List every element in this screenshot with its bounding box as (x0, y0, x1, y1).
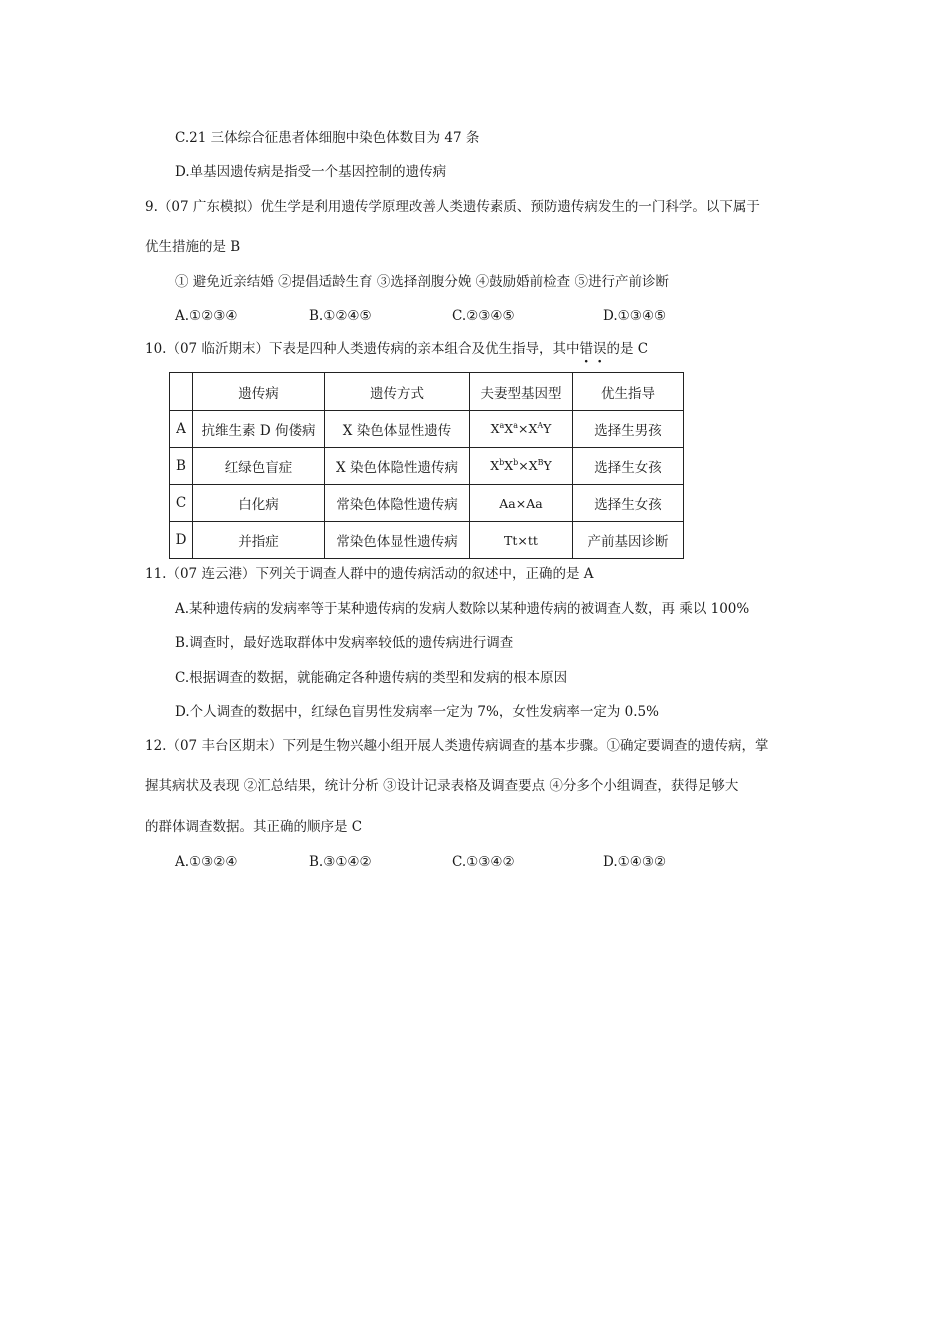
q12-stem-line3: 的群体调查数据。其正确的顺序是 C (145, 819, 363, 835)
q10-stem-before: 10.（07 临沂期末）下表是四种人类遗传病的亲本组合及优生指导，其中 (145, 341, 580, 357)
row-label: D (170, 522, 193, 559)
q12-option-b: B.③①④② (309, 854, 372, 870)
row-disease: 红绿色盲症 (193, 448, 325, 485)
table-row (170, 522, 684, 559)
q9-items: ① 避免近亲结婚 ②提倡适龄生育 ③选择剖腹分娩 ④鼓励婚前检查 ⑤进行产前诊断 (175, 274, 669, 290)
row-genotype: Tt×tt (470, 522, 573, 559)
q12-options (0, 853, 950, 871)
q11-stem: 11.（07 连云港）下列关于调查人群中的遗传病活动的叙述中，正确的是 A (145, 566, 594, 582)
q12-option-a: A.①③②④ (175, 854, 238, 870)
q10-stem (145, 340, 648, 358)
header-guide: 优生指导 (573, 373, 684, 411)
row-disease: 抗维生素 D 佝偻病 (193, 411, 325, 448)
row-genotype: Aa×Aa (470, 485, 573, 522)
q12-option-d: D.①④③② (603, 854, 667, 870)
q9-option-a: A.①②③④ (175, 308, 238, 324)
q11-option-b: B.调查时，最好选取群体中发病率较低的遗传病进行调查 (175, 635, 514, 651)
row-guide: 选择生女孩 (573, 485, 684, 522)
q11-option-a: A.某种遗传病的发病率等于某种遗传病的发病人数除以某种遗传病的被调查人数，再 乘以 100% (175, 601, 750, 617)
q8-option-d: D.单基因遗传病是指受一个基因控制的遗传病 (175, 164, 447, 180)
q9-option-b: B.①②④⑤ (309, 308, 372, 324)
q12-option-c: C.①③④② (452, 854, 515, 870)
q10-stem-emphasis-1: 错 (579, 341, 593, 357)
q9-stem-line2: 优生措施的是 B (145, 239, 241, 255)
header-label (170, 373, 193, 411)
header-mode: 遗传方式 (325, 373, 470, 411)
q12-stem-line2: 握其病状及表现 ②汇总结果，统计分析 ③设计记录表格及调查要点 ④分多个小组调查，获得足够大 (145, 778, 739, 794)
row-mode: X 染色体隐性遗传病 (325, 448, 470, 485)
header-genotype: 夫妻型基因型 (470, 373, 573, 411)
row-disease: 白化病 (193, 485, 325, 522)
q11-option-c: C.根据调查的数据，就能确定各种遗传病的类型和发病的根本原因 (175, 670, 568, 686)
q10-stem-after: 的是 C (606, 341, 649, 357)
row-mode: 常染色体隐性遗传病 (325, 485, 470, 522)
table-header-row (170, 373, 684, 411)
row-guide: 产前基因诊断 (573, 522, 684, 559)
row-guide: 选择生男孩 (573, 411, 684, 448)
q9-stem-line1: 9.（07 广东模拟）优生学是利用遗传学原理改善人类遗传素质、预防遗传病发生的一门科学。以下属于 (145, 199, 760, 215)
table-row (170, 485, 684, 522)
header-disease: 遗传病 (193, 373, 325, 411)
q9-options (0, 307, 950, 325)
row-label: A (170, 411, 193, 448)
q12-stem-line1: 12.（07 丰台区期末）下列是生物兴趣小组开展人类遗传病调查的基本步骤。①确定要调查的遗传病，掌 (145, 738, 769, 754)
row-genotype: $X^bX^b\times X^BY$ (470, 448, 573, 485)
row-mode: 常染色体显性遗传病 (325, 522, 470, 559)
row-label: B (170, 448, 193, 485)
row-label: C (170, 485, 193, 522)
q9-option-d: D.①③④⑤ (603, 308, 667, 324)
row-guide: 选择生女孩 (573, 448, 684, 485)
row-disease: 并指症 (193, 522, 325, 559)
table-row (170, 411, 684, 448)
row-mode: X 染色体显性遗传 (325, 411, 470, 448)
q9-option-c: C.②③④⑤ (452, 308, 515, 324)
q8-option-c: C.21 三体综合征患者体细胞中染色体数目为 47 条 (175, 130, 480, 146)
q10-stem-emphasis-2: 误 (592, 341, 607, 357)
table-row (170, 448, 684, 485)
q10-table (169, 372, 684, 559)
row-genotype: $X^aX^a\times X^AY$ (470, 411, 573, 448)
q11-option-d: D.个人调查的数据中，红绿色盲男性发病率一定为 7%，女性发病率一定为 0.5% (175, 704, 659, 720)
